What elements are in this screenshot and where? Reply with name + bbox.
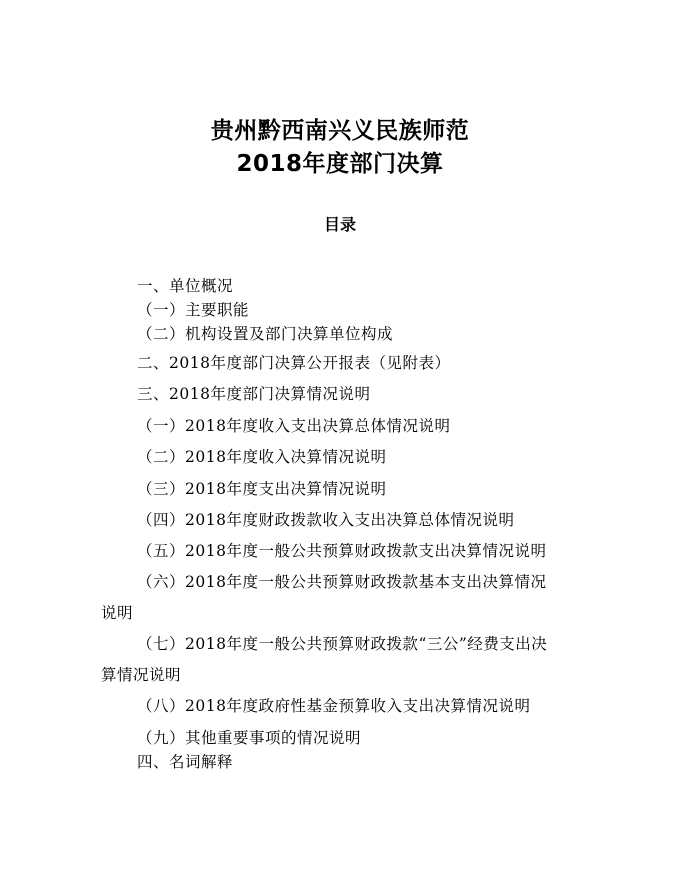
toc-item-general-budget-expense: （五）2018年度一般公共预算财政拨款支出决算情况说明 (137, 542, 547, 560)
toc-item-expense: （三）2018年度支出决算情况说明 (137, 480, 387, 498)
toc-item-overall-income-expense: （一）2018年度收入支出决算总体情况说明 (137, 417, 451, 435)
toc-item-three-public: （七）2018年度一般公共预算财政拨款“三公”经费支出决 (137, 635, 548, 653)
toc-item-unit-overview: 一、单位概况 (137, 277, 234, 295)
toc-item-main-functions: （一）主要职能 (137, 301, 250, 319)
toc-item-fiscal-appropriation: （四）2018年度财政拨款收入支出决算总体情况说明 (137, 511, 515, 529)
toc-item-public-reports: 二、2018年度部门决算公开报表（见附表） (137, 354, 451, 372)
toc-item-other-matters: （九）其他重要事项的情况说明 (137, 729, 362, 747)
toc-item-glossary: 四、名词解释 (137, 753, 234, 771)
toc-item-organization: （二）机构设置及部门决算单位构成 (137, 325, 394, 343)
toc-item-basic-expense: （六）2018年度一般公共预算财政拨款基本支出决算情况 (137, 573, 547, 591)
toc-item-basic-expense-continued: 说明 (101, 604, 134, 622)
toc-item-three-public-continued: 算情况说明 (101, 666, 182, 684)
document-title-line-1: 贵州黔西南兴义民族师范 (210, 118, 470, 144)
toc-item-explanation: 三、2018年度部门决算情况说明 (137, 385, 371, 403)
toc-heading: 目录 (323, 215, 356, 234)
toc-item-income: （二）2018年度收入决算情况说明 (137, 448, 387, 466)
toc-item-government-fund: （八）2018年度政府性基金预算收入支出决算情况说明 (137, 697, 531, 715)
document-title-line-2: 2018年度部门决算 (236, 151, 444, 177)
